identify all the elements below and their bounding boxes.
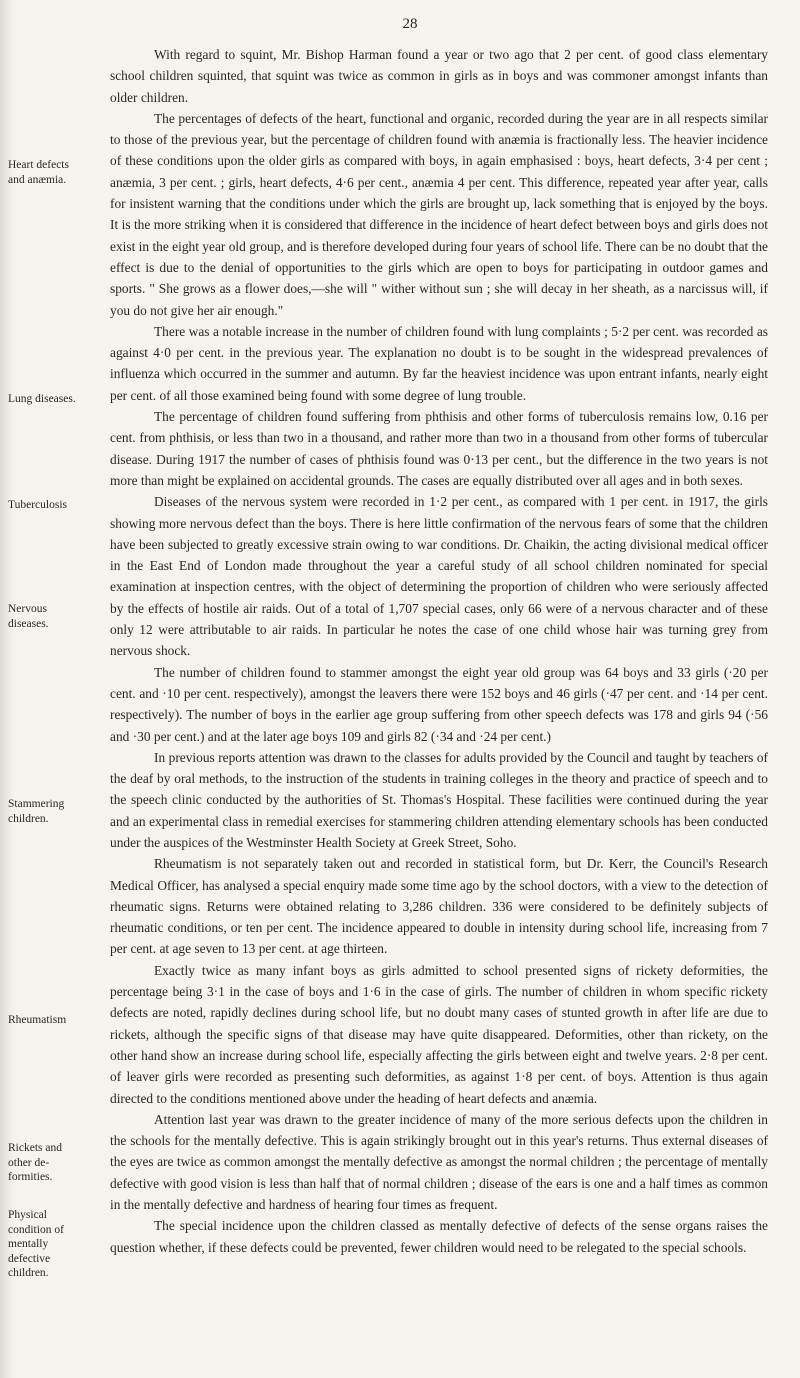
paragraph-mentally-defective: Attention last year was drawn to the greater incidence of many of the more serious defects upon the children in the schools for the mentally defective. This is again strikingly brought out in this year's returns. Thus external diseases of the eyes are twice as common amongst the mentally defective as amongst the normal children ; the percentage of mentally defective with good vision is less than half that of normal children ; disease of the ears is one and a half times as common in the mentally defective and hardness of hearing four times as frequent. xyxy=(110,1111,768,1213)
paragraph-stammering: The number of children found to stammer amongst the eight year old group was 64 boys and 33 girls (·20 per cent. and ·10 per cent. respectively), amongst the leavers there were 152 boys and 46 girls (·47 per cent. and ·14 per cent. respectively). The number of boys in the earlier age group suffering from other speech defects was 178 and girls 94 (·56 and ·30 per cent.) and at the later age boys 109 and girls 82 (·34 and ·24 per cent.) xyxy=(110,664,768,744)
page-number: 28 xyxy=(402,16,418,32)
paragraph-tuberculosis: The percentage of children found suffering from phthisis and other forms of tuberculosis remains low, 0.16 per cent. from phthisis, or less than two in a thousand, and rather more than two in a thousand from other forms of tubercular disease. During 1917 the number of cases of phthisis found was 0·13 per cent., but the difference in the two years is not more than might be explained on accidental grounds. The cases are equally distributed over all ages and in both sexes. xyxy=(110,409,768,488)
paragraph-heart-anaemia: The percentages of defects of the heart, functional and organic, recorded during the year are in all respects similar to those of the previous year, but the percentage of children found with anæmia is fractionally less. The heavier incidence of these conditions upon the older girls as compared with boys, in again emphasised : boys, heart defects, 3·4 per cent ; anæmia, 3 per cent. ; girls, heart defects, 4·6 per cent., anæmia 4 per cent. This difference, repeated year after year, calls for insistent warning that the conditions under which the girls are brought up, lack something that is enjoyed by the boys. It is the more striking when it is considered that difference in the incidence of heart defect between boys and girls does not exist in the eight year old group, and is therefore developed during four years of school life. There can be no doubt that the effect is due to the denial of opportunities to the girls which are open to boys for participating in outdoor games and sports. " She grows as a flower does,—she will " wither without sun ; she will decay in her sheath, as a narcissus will, if you do not give her air enough." xyxy=(110,110,768,318)
margin-note-nervous-diseases: Nervous diseases. xyxy=(8,603,49,630)
margin-note-tuberculosis: Tuberculosis xyxy=(8,499,67,511)
paragraph-special-schools: The special incidence upon the children classed as mentally defective of defects of the sense organs raises the question whether, if these defects could be prevented, fewer children would need to be relegated to the special schools. xyxy=(110,1218,768,1255)
margin-note-stammering-children: Stammering children. xyxy=(8,798,65,825)
margin-note-heart-defects: Heart defects and anæmia. xyxy=(8,159,69,186)
paragraph-lung-diseases: There was a notable increase in the number of children found with lung complaints ; 5·2 per cent. was recorded as against 4·0 per cent. in the previous year. The explanation no doubt is to be sought in the widespread prevalences of influenza which occurred in the summer and autumn. By far the heaviest incidence was upon entrant infants, nearly eight per cent. of all those examined being found with some degree of lung trouble. xyxy=(110,323,768,403)
body-text xyxy=(110,44,768,1258)
paragraph-squint: With regard to squint, Mr. Bishop Harman found a year or two ago that 2 per cent. of good class elementary school children squinted, that squint was twice as common in girls as in boys and was commoner amongst infants than older children. xyxy=(110,47,768,105)
margin-note-mentally-defective: Physical condition of mentally defective children. xyxy=(8,1209,64,1279)
paragraph-nervous-diseases: Diseases of the nervous system were recorded in 1·2 per cent., as compared with 1 per cent. in 1917, the girls showing more nervous defect than the boys. There is here little confirmation of the nervous fears of some that the children have been subjected to greatly excessive strain owing to war conditions. Dr. Chaikin, the acting divisional medical officer in the East End of London made throughout the year a careful study of all school children nominated for special examination at inspection centres, with the object of determining the proportion of children who were seriously affected by the effects of hostile air raids. Out of a total of 1,707 special cases, only 66 were of a nervous character and of these only 12 were attributable to air raids. In particular he notes the case of one child whose hair was turning grey from nervous shock. xyxy=(110,494,768,659)
margin-note-lung-diseases: Lung diseases. xyxy=(8,393,76,405)
paragraph-rheumatism: Rheumatism is not separately taken out and recorded in statistical form, but Dr. Kerr, the Council's Research Medical Officer, has analysed a special enquiry made some time ago by the school doctors, with a view to the detection of rheumatic signs. Returns were obtained relating to 3,286 children. 336 were considered to be definitely subjects of rheumatic conditions, or ten per cent. The incidence appeared to double in intensity during school life, increasing from 7 per cent. at age seven to 13 per cent. at age thirteen. xyxy=(110,856,768,957)
paragraph-rickets: Exactly twice as many infant boys as girls admitted to school presented signs of rickety deformities, the percentage being 3·1 in the case of boys and 1·6 in the case of girls. The number of children in whom specific rickety defects are noted, rapidly declines during school life, but no doubt many cases of stunted growth in after life are due to rickets, although the specific signs of that disease may have quite disappeared. Deformities, other than rickety, on the other hand show an increase during school life, especially affecting the girls between eight and twelve years. 2·8 per cent. of leaver girls were recorded as presenting such deformities, as against 1·8 per cent. of boys. Attention is thus again directed to the conditions mentioned above under the heading of heart defects and anæmia. xyxy=(110,962,768,1106)
paragraph-speech-classes: In previous reports attention was drawn to the classes for adults provided by the Council and taught by teachers of the deaf by oral methods, to the instruction of the students in training colleges in the theory and practice of speech and to the speech clinic conducted by the authorities of St. Thomas's Hospital. These facilities were continued during the year and an experimental class in remedial exercises for stammering children attending elementary schools has been conducted under the auspices of the Westminster Health Society at Greek Street, Soho. xyxy=(110,749,768,850)
margin-note-rickets: Rickets and other de-formities. xyxy=(8,1142,62,1183)
margin-note-rheumatism: Rheumatism xyxy=(8,1014,67,1026)
